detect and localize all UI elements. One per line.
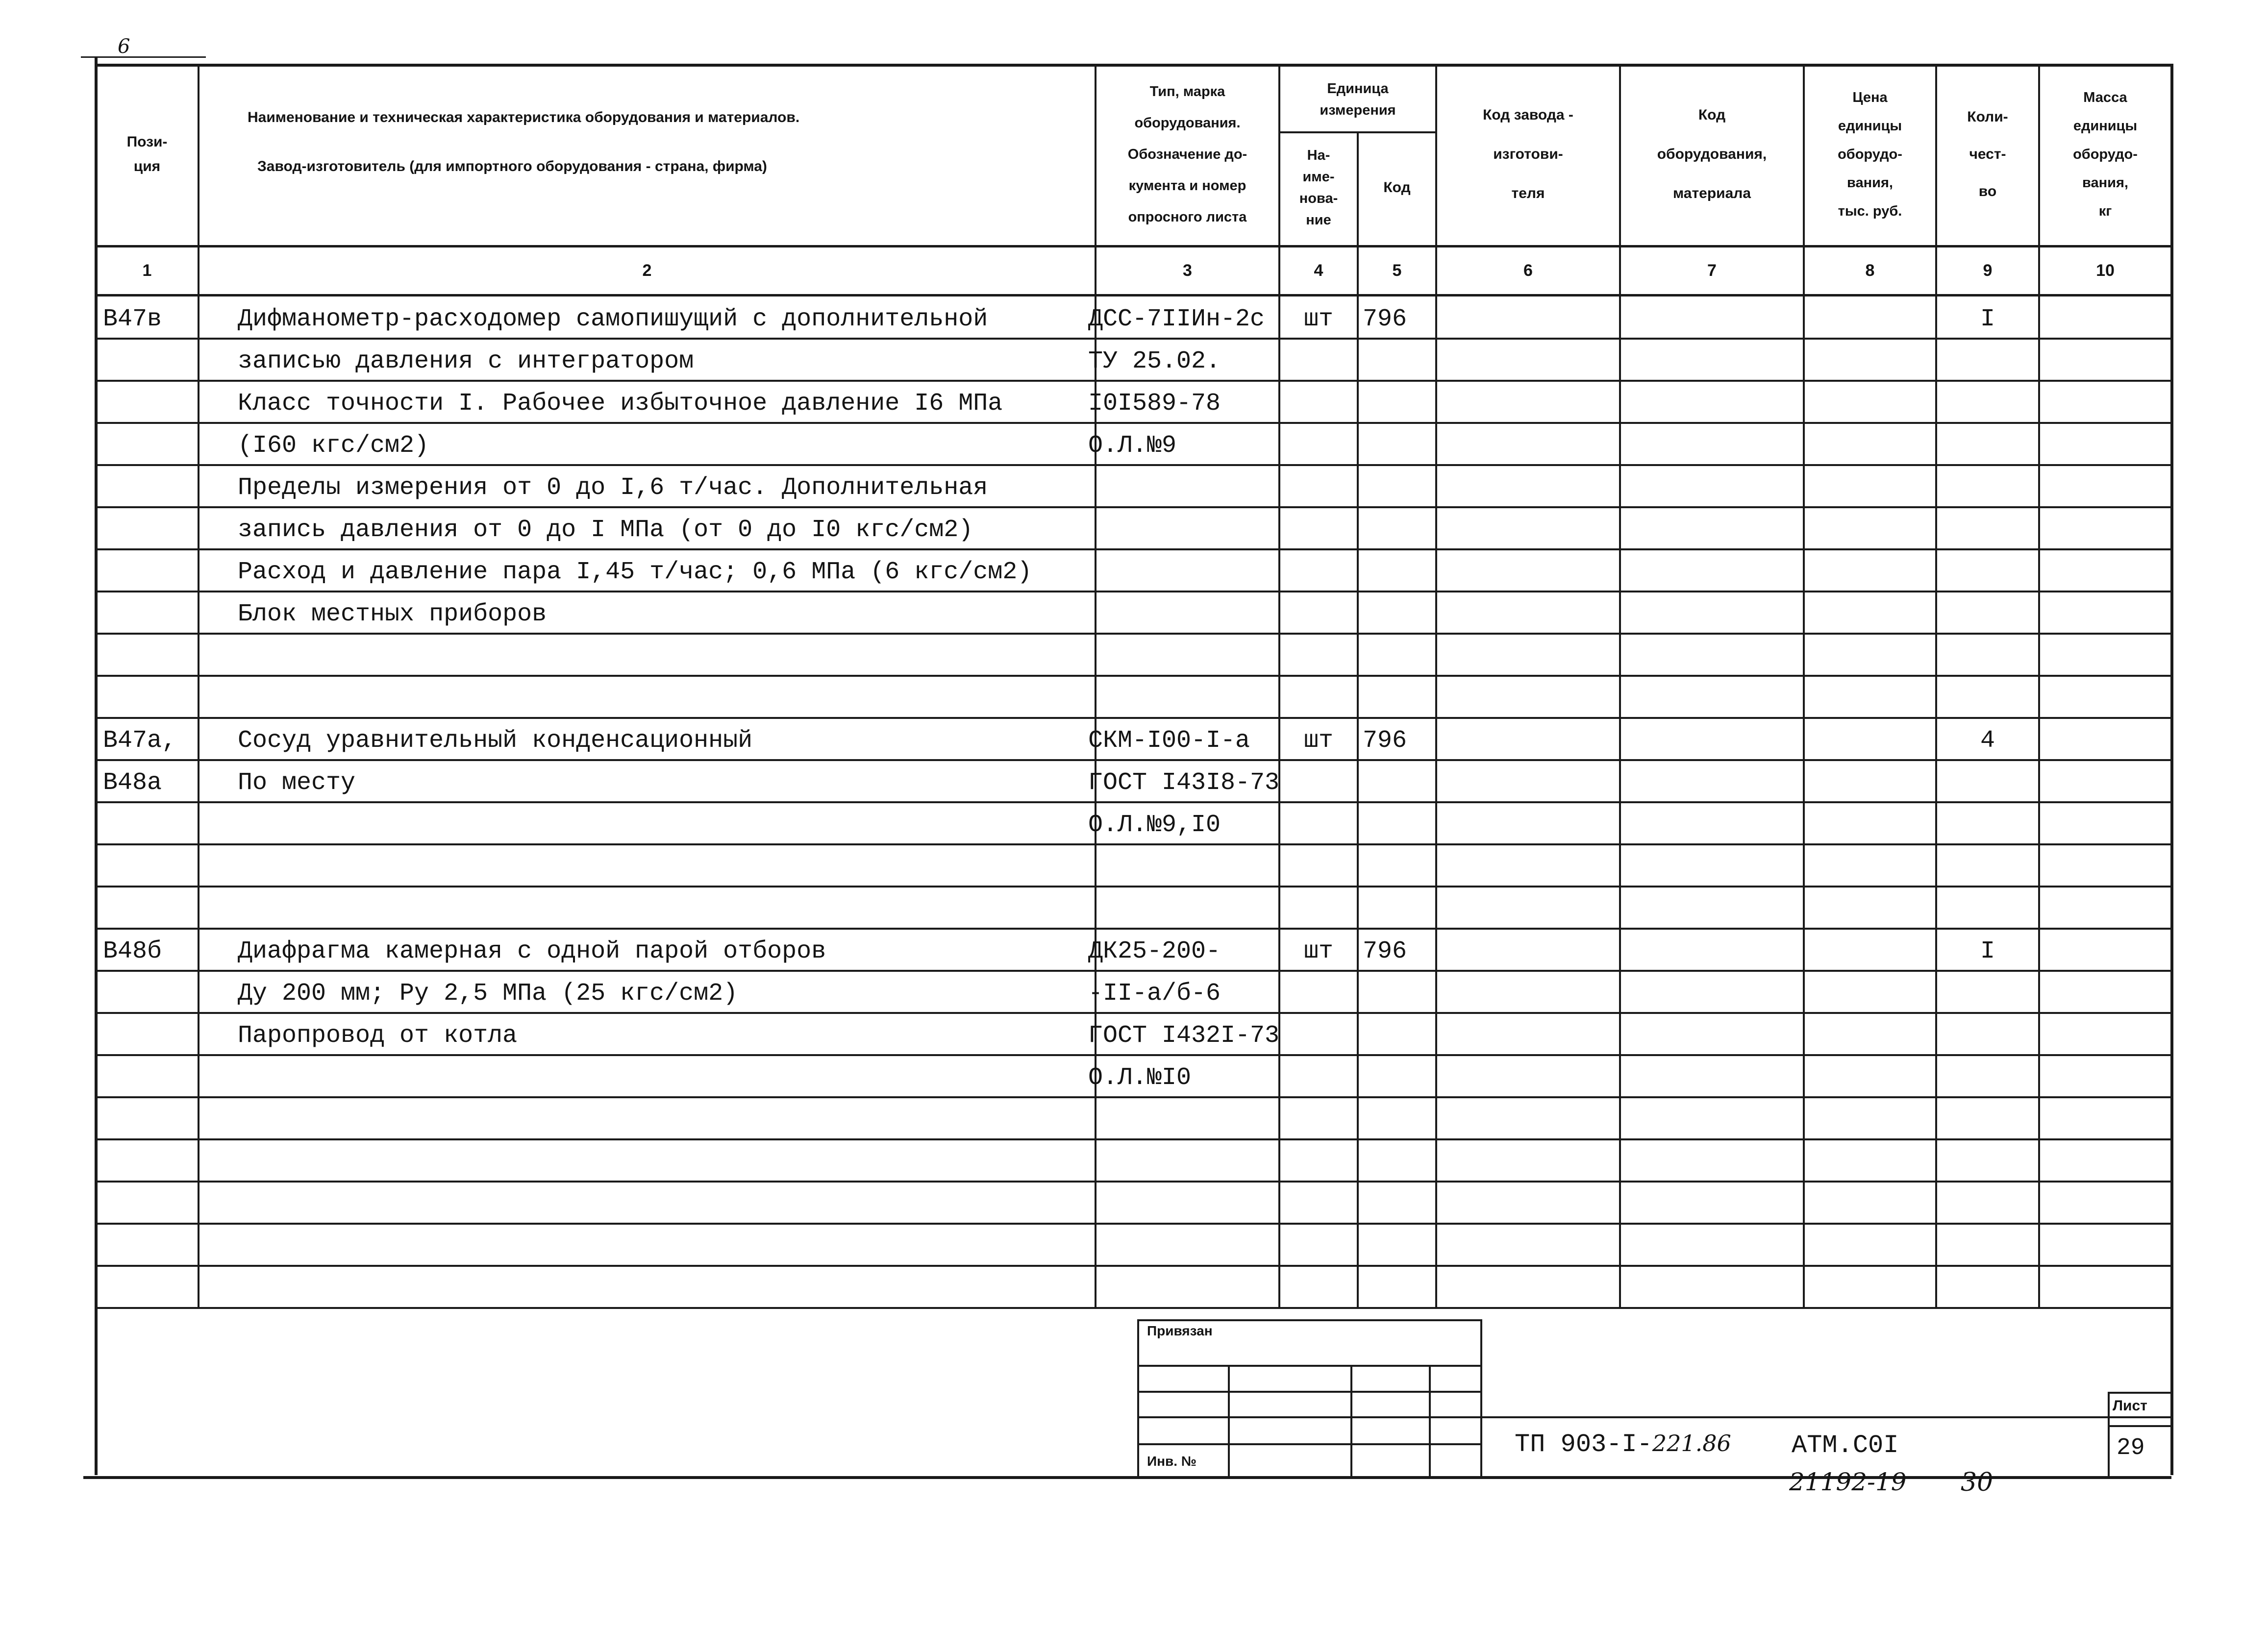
cell-qty <box>1936 1057 2039 1099</box>
cell-pos <box>103 1184 196 1226</box>
cell-type: ГОСТ I432I-73 <box>1088 1022 1280 1050</box>
cell-type <box>1088 636 1279 678</box>
cell-qty <box>1936 804 2039 846</box>
cell-name: (I60 кгс/см2) <box>238 432 429 460</box>
cell-unit <box>1279 762 1358 804</box>
stamp-left <box>1137 1319 1139 1476</box>
cell-pos: В48а <box>103 769 162 797</box>
stamp-col <box>1228 1365 1230 1476</box>
sheet-box-mid <box>2108 1425 2171 1427</box>
cell-unit <box>1279 467 1358 509</box>
cell-type: СКМ-I00-I-а <box>1088 727 1250 755</box>
cell-name <box>238 1099 1091 1141</box>
cell-code <box>1363 888 1436 931</box>
cell-code <box>1363 509 1436 551</box>
cell-name: Пределы измерения от 0 до I,6 т/час. Дополнительная <box>238 474 988 502</box>
header-factory-code: Код завода - изготови- теля <box>1483 107 1573 201</box>
cell-qty: I <box>1980 305 1995 333</box>
cell-name <box>238 678 1091 720</box>
frame-top-stub <box>81 56 206 58</box>
cell-pos: В47а, <box>103 727 177 755</box>
cell-qty: 4 <box>1980 727 1995 755</box>
cell-name <box>238 804 1091 846</box>
colnum-7: 7 <box>1707 261 1717 280</box>
colnum-10: 10 <box>2096 261 2115 280</box>
cell-type: О.Л.№I0 <box>1088 1064 1192 1092</box>
cell-unit <box>1279 1141 1358 1184</box>
cell-type <box>1088 1141 1279 1184</box>
cell-qty <box>1936 888 2039 931</box>
cell-pos <box>103 973 196 1015</box>
stamp-col <box>1350 1365 1352 1476</box>
header-position: Пози- ция <box>126 134 168 174</box>
cell-name <box>238 1141 1091 1184</box>
cell-name: Паропровод от котла <box>238 1022 518 1050</box>
cell-pos <box>103 425 196 467</box>
cell-code <box>1363 1268 1436 1310</box>
cell-code <box>1363 1141 1436 1184</box>
stamp-privyazan: Привязан <box>1147 1323 1213 1338</box>
cell-name <box>238 1184 1091 1226</box>
cell-name: Расход и давление пара I,45 т/час; 0,6 МПа (6 кгс/см2) <box>238 558 1032 586</box>
cell-unit <box>1279 888 1358 931</box>
doc-block-top <box>1480 1416 2171 1418</box>
cell-qty <box>1936 551 2039 593</box>
cell-pos <box>103 1057 196 1099</box>
colnum-bottom <box>96 294 2171 296</box>
cell-code <box>1363 551 1436 593</box>
header-equipment-code: Код оборудования, материала <box>1657 107 1767 201</box>
cell-qty <box>1936 1184 2039 1226</box>
cell-pos <box>103 636 196 678</box>
cell-unit <box>1279 1057 1358 1099</box>
cell-type <box>1088 888 1279 931</box>
cell-name: Дифманометр-расходомер самопишущий с дополнительной <box>238 305 988 333</box>
cell-pos <box>103 804 196 846</box>
cell-type <box>1088 509 1279 551</box>
colnum-3: 3 <box>1183 261 1192 280</box>
cell-pos <box>103 1226 196 1268</box>
cell-pos <box>103 551 196 593</box>
cell-code <box>1363 383 1436 425</box>
cell-type: ДСС-7IIИн-2с <box>1088 305 1265 333</box>
cell-code <box>1363 593 1436 636</box>
cell-type <box>1088 1184 1279 1226</box>
cell-type <box>1088 593 1279 636</box>
cell-code <box>1363 425 1436 467</box>
cell-name <box>238 1057 1091 1099</box>
cell-qty <box>1936 425 2039 467</box>
stamp-col <box>1429 1365 1431 1476</box>
cell-pos: В47в <box>103 305 162 333</box>
cell-qty <box>1936 383 2039 425</box>
cell-unit: шт <box>1303 727 1333 755</box>
cell-code <box>1363 1015 1436 1057</box>
cell-code <box>1363 341 1436 383</box>
doc-designation <box>1515 1430 1731 1459</box>
cell-qty <box>1936 467 2039 509</box>
header-unit-name: На- име- нова- ние <box>1299 147 1338 228</box>
cell-code: 796 <box>1363 937 1407 965</box>
cell-code <box>1363 1226 1436 1268</box>
cell-name <box>238 1268 1091 1310</box>
cell-qty <box>1936 509 2039 551</box>
cell-unit <box>1279 341 1358 383</box>
header-name-line1: Наименование и техническая характеристика оборудования и материалов. <box>248 109 800 125</box>
cell-type <box>1088 1226 1279 1268</box>
cell-unit <box>1279 678 1358 720</box>
colnum-2: 2 <box>642 261 652 280</box>
cell-type <box>1088 846 1279 888</box>
cell-type <box>1088 1268 1279 1310</box>
doc-number-handwritten: 221.86 <box>1652 1430 1731 1456</box>
cell-name <box>238 846 1091 888</box>
cell-pos <box>103 678 196 720</box>
cell-unit <box>1279 636 1358 678</box>
cell-code <box>1363 973 1436 1015</box>
cell-pos <box>103 1268 196 1310</box>
page-number-handwritten: 30 <box>1961 1468 1994 1497</box>
cell-qty <box>1936 593 2039 636</box>
cell-type: ТУ 25.02. <box>1088 347 1221 375</box>
cell-type <box>1088 467 1279 509</box>
cell-qty <box>1936 678 2039 720</box>
header-quantity: Коли- чест- во <box>1967 109 2008 199</box>
cell-code <box>1363 1057 1436 1099</box>
stamp-right <box>1480 1319 1482 1476</box>
cell-unit <box>1279 1015 1358 1057</box>
cell-code: 796 <box>1363 305 1407 333</box>
cell-unit <box>1279 509 1358 551</box>
cell-pos <box>103 383 196 425</box>
cell-pos <box>103 341 196 383</box>
cell-unit <box>1279 1226 1358 1268</box>
header-unit-group: Единица измерения <box>1320 80 1396 118</box>
cell-name: Диафрагма камерная с одной парой отборов <box>238 937 826 965</box>
cell-unit <box>1279 1268 1358 1310</box>
doc-code: АТМ.С0I <box>1792 1431 1899 1460</box>
cell-type: ДК25-200- <box>1088 937 1221 965</box>
sheet-box-top <box>2108 1392 2171 1394</box>
cell-code <box>1363 678 1436 720</box>
cell-unit <box>1279 846 1358 888</box>
cell-pos <box>103 1015 196 1057</box>
cell-type <box>1088 1099 1279 1141</box>
cell-name: записью давления с интегратором <box>238 347 694 375</box>
doc-prefix: ТП 903-I- <box>1515 1430 1652 1459</box>
sheet-label: Лист <box>2113 1398 2147 1414</box>
cell-code <box>1363 1184 1436 1226</box>
cell-pos <box>103 888 196 931</box>
cell-pos <box>103 593 196 636</box>
cell-name <box>238 636 1091 678</box>
stamp-top <box>1137 1319 1480 1321</box>
cell-qty <box>1936 1141 2039 1184</box>
header-mass: Масса единицы оборудо- вания, кг <box>2073 90 2138 219</box>
cell-pos <box>103 467 196 509</box>
cell-pos <box>103 1099 196 1141</box>
cell-unit <box>1279 593 1358 636</box>
cell-unit <box>1279 973 1358 1015</box>
header-price: Цена единицы оборудо- вания, тыс. руб. <box>1838 90 1902 219</box>
cell-qty <box>1936 1015 2039 1057</box>
cell-code: 796 <box>1363 727 1407 755</box>
cell-qty <box>1936 846 2039 888</box>
cell-code <box>1363 804 1436 846</box>
cell-qty <box>1936 636 2039 678</box>
colnum-1: 1 <box>142 261 152 280</box>
cell-name: Сосуд уравнительный конденсационный <box>238 727 753 755</box>
cell-name: запись давления от 0 до I МПа (от 0 до I0 кгс/см2) <box>238 516 973 544</box>
header-name-line2: Завод-изготовитель (для импортного оборудования - страна, фирма) <box>257 158 767 174</box>
cell-code <box>1363 762 1436 804</box>
cell-pos <box>103 1141 196 1184</box>
cell-qty <box>1936 1268 2039 1310</box>
cell-type <box>1088 551 1279 593</box>
cell-code <box>1363 846 1436 888</box>
cell-unit: шт <box>1303 305 1333 333</box>
cell-name: Блок местных приборов <box>238 600 547 628</box>
cell-unit <box>1279 804 1358 846</box>
cell-name <box>238 1226 1091 1268</box>
header-type: Тип, марка оборудования. Обозначение до- кумента и номер опросного листа <box>1127 84 1247 225</box>
archive-number: 21192-19 <box>1789 1468 1907 1496</box>
colnum-4: 4 <box>1314 261 1323 280</box>
cell-code <box>1363 467 1436 509</box>
cell-pos <box>103 509 196 551</box>
cell-pos: В48б <box>103 937 162 965</box>
cell-pos <box>103 846 196 888</box>
cell-type <box>1088 678 1279 720</box>
stamp-inv-no: Инв. № <box>1147 1454 1197 1469</box>
colnum-8: 8 <box>1865 261 1875 280</box>
cell-type: О.Л.№9 <box>1088 432 1177 460</box>
cell-qty <box>1936 762 2039 804</box>
cell-qty <box>1936 1226 2039 1268</box>
cell-name: По месту <box>238 769 356 797</box>
cell-type: ГОСТ I43I8-73 <box>1088 769 1280 797</box>
corner-mark: 6 <box>118 35 130 58</box>
sheet-box-left <box>2108 1392 2110 1476</box>
cell-qty <box>1936 973 2039 1015</box>
cell-name: Ду 200 мм; Ру 2,5 МПа (25 кгс/см2) <box>238 980 738 1008</box>
header-unit-code: Код <box>1383 179 1411 196</box>
cell-unit <box>1279 551 1358 593</box>
cell-name: Класс точности I. Рабочее избыточное давление I6 МПа <box>238 390 1003 418</box>
cell-type: -II-а/б-6 <box>1088 980 1221 1008</box>
cell-name <box>238 888 1091 931</box>
cell-qty <box>1936 341 2039 383</box>
colnum-5: 5 <box>1392 261 1402 280</box>
colnum-6: 6 <box>1523 261 1533 280</box>
cell-code <box>1363 1099 1436 1141</box>
cell-unit <box>1279 1099 1358 1141</box>
sheet-number: 29 <box>2117 1435 2145 1461</box>
cell-qty: I <box>1980 937 1995 965</box>
cell-unit <box>1279 425 1358 467</box>
cell-unit <box>1279 383 1358 425</box>
cell-unit: шт <box>1303 937 1333 965</box>
cell-qty <box>1936 1099 2039 1141</box>
cell-type: О.Л.№9,I0 <box>1088 811 1221 839</box>
cell-code <box>1363 636 1436 678</box>
cell-type: I0I589-78 <box>1088 390 1221 418</box>
cell-unit <box>1279 1184 1358 1226</box>
colnum-9: 9 <box>1983 261 1993 280</box>
